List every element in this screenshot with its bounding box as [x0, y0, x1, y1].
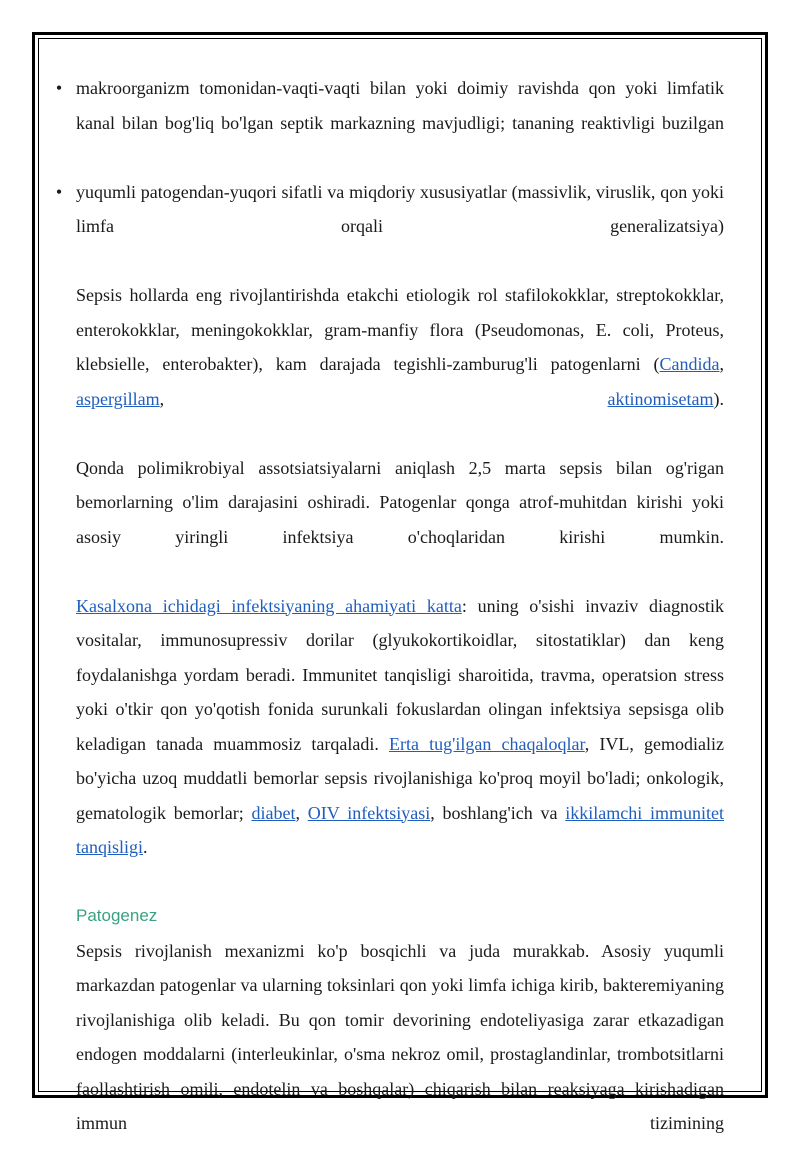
link-oiv-infection[interactable]: OIV infektsiyasi	[308, 803, 430, 823]
link-diabet[interactable]: diabet	[252, 803, 296, 823]
paragraph-text: : uning o'sishi invaziv diagnostik vositalar, immunosupressiv dorilar (glyukokortikoidlar, sitostatiklar) dan keng foydalanishga yordam beradi. Immunitet tanqisligi sharoitida, travma, operatsion stress yoki o'tkir qon yo'qotish fonida surunkali fokuslardan olingan infektsiya sepsisga olib keladigan tanada muammosiz tarqaladi.	[76, 596, 724, 754]
paragraph-pathogenesis: Sepsis rivojlanish mexanizmi ko'p bosqichli va juda murakkab. Asosiy yuqumli markazdan patogenlar va ularning toksinlari qon yoki limfa ichiga kirib, bakteremiyaning rivojlanishiga olib keladi. Bu qon tomir devorining endoteliyasiga zarar etkazadigan endogen moddalarni (interleukinlar, o'sma nekroz omil, prostaglandinlar, trombotsitlarni faollashtirish omili, endotelin va boshqalar) chiqarish bilan reaksiyaga kirishadigan immun tizimining	[76, 934, 724, 1175]
link-secondary-immunodeficiency[interactable]: ikkilamchi immunitet tanqisligi	[76, 803, 724, 858]
link-aspergillam[interactable]: aspergillam	[76, 389, 160, 409]
separator: ,	[296, 803, 308, 823]
paragraph-hospital-infection	[76, 589, 724, 900]
paragraph-polymicrobial: Qonda polimikrobiyal assotsiatsiyalarni aniqlash 2,5 marta sepsis bilan og'rigan bemorlarning o'lim darajasini oshiradi. Patogenlar qonga atrof-muhitdan kirishi yoki asosiy yiringli infektsiya o'choqlaridan kirishi mumkin.	[76, 451, 724, 589]
document-body	[76, 71, 724, 1175]
link-premature-newborns[interactable]: Erta tug'ilgan chaqaloqlar	[389, 734, 585, 754]
paragraph-text: , IVL, gemodializ bo'yicha uzoq muddatli bemorlar sepsis rivojlanishiga ko'proq moyil bo'ladi; onkologik, gematologik bemorlar;	[76, 734, 724, 823]
paragraph-etiology	[76, 278, 724, 451]
paragraph-text: Sepsis hollarda eng rivojlantirishda etakchi etiologik rol stafilokokklar, streptokokklar, enterokokklar, meningokokklar, gram-manfiy flora (Pseudomonas, E. coli, Proteus, klebsielle, enterobakter), kam darajada tegishli-zamburug'li patogenlarni (	[76, 285, 724, 374]
link-hospital-infection[interactable]: Kasalxona ichidagi infektsiyaning ahamiyati katta	[76, 596, 462, 616]
bullet-text: yuqumli patogendan-yuqori sifatli va miqdoriy xususiyatlar (massivlik, viruslik, qon yoki limfa orqali generalizatsiya)	[76, 175, 724, 279]
bullet-item	[76, 175, 724, 279]
link-aktinomisetam[interactable]: aktinomisetam	[608, 389, 714, 409]
paragraph-text: ).	[714, 389, 725, 409]
paragraph-text: , boshlang'ich va	[430, 803, 565, 823]
separator: ,	[160, 389, 608, 409]
bullet-marker: •	[52, 175, 66, 210]
bullet-item	[76, 71, 724, 175]
link-candida[interactable]: Candida	[660, 354, 720, 374]
separator: ,	[720, 354, 725, 374]
bullet-text: makroorganizm tomonidan-vaqti-vaqti bilan yoki doimiy ravishda qon yoki limfatik kanal bilan bog'liq bo'lgan septik markazning mavjudligi; tananing reaktivligi buzilgan	[76, 71, 724, 175]
paragraph-text: .	[143, 837, 148, 857]
section-heading-patogenez: Patogenez	[76, 899, 724, 934]
bullet-marker: •	[52, 71, 66, 106]
